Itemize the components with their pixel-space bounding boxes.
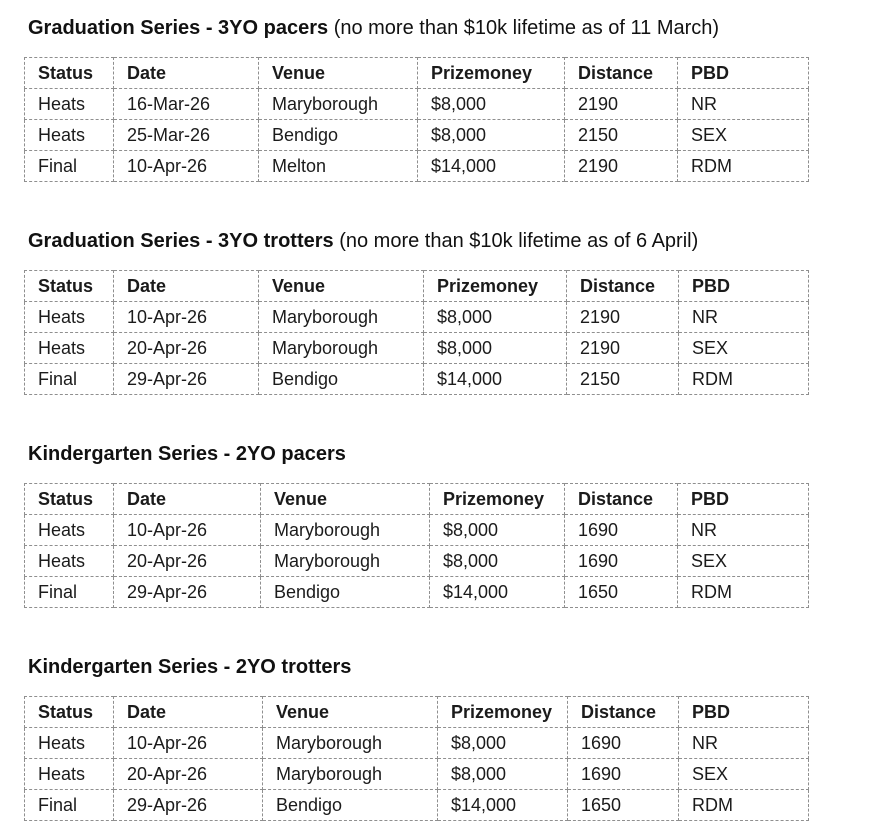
table-header-row [25, 484, 809, 515]
section-title-note: (no more than $10k lifetime as of 11 March) [333, 17, 720, 39]
column-header-pbd: PBD [678, 58, 809, 89]
cell-prizemoney: $8,000 [418, 120, 565, 151]
series-table [24, 696, 809, 821]
table-row [25, 728, 809, 759]
cell-distance: 1690 [565, 515, 678, 546]
cell-distance: 1650 [565, 577, 678, 608]
section-title [28, 441, 874, 467]
cell-venue: Maryborough [259, 302, 424, 333]
section-title [28, 15, 874, 41]
table-row [25, 577, 809, 608]
section-title [28, 654, 874, 680]
cell-prizemoney: $8,000 [418, 89, 565, 120]
column-header-status: Status [25, 697, 114, 728]
column-header-prizemoney: Prizemoney [438, 697, 568, 728]
cell-pbd: SEX [678, 120, 809, 151]
cell-distance: 1690 [565, 546, 678, 577]
cell-date: 10-Apr-26 [114, 515, 261, 546]
cell-prizemoney: $14,000 [424, 364, 567, 395]
column-header-distance: Distance [565, 484, 678, 515]
cell-pbd: SEX [678, 546, 809, 577]
cell-prizemoney: $8,000 [430, 515, 565, 546]
cell-prizemoney: $14,000 [418, 151, 565, 182]
column-header-venue: Venue [259, 58, 418, 89]
section-title-name: Graduation Series - 3YO pacers [28, 17, 329, 39]
column-header-pbd: PBD [679, 271, 809, 302]
cell-venue: Maryborough [259, 333, 424, 364]
cell-venue: Bendigo [259, 120, 418, 151]
section-title [28, 228, 874, 254]
cell-pbd: RDM [678, 577, 809, 608]
section-kindergarten-2yo-trotters [24, 654, 874, 821]
table-row [25, 759, 809, 790]
cell-status: Heats [25, 302, 114, 333]
cell-date: 29-Apr-26 [114, 364, 259, 395]
cell-date: 10-Apr-26 [114, 302, 259, 333]
cell-status: Heats [25, 515, 114, 546]
section-title-note: (no more than $10k lifetime as of 6 April) [339, 230, 699, 252]
table-row [25, 515, 809, 546]
cell-status: Heats [25, 728, 114, 759]
table-row [25, 89, 809, 120]
column-header-date: Date [114, 697, 263, 728]
cell-venue: Bendigo [259, 364, 424, 395]
cell-venue: Bendigo [263, 790, 438, 821]
table-row [25, 546, 809, 577]
cell-pbd: NR [678, 515, 809, 546]
cell-distance: 1690 [568, 728, 679, 759]
section-title-name: Graduation Series - 3YO trotters [28, 230, 334, 252]
cell-distance: 2150 [567, 364, 679, 395]
series-table [24, 270, 809, 395]
column-header-status: Status [25, 58, 114, 89]
series-table [24, 483, 809, 608]
cell-date: 29-Apr-26 [114, 577, 261, 608]
table-header-row [25, 58, 809, 89]
table-header-row [25, 697, 809, 728]
table-row [25, 302, 809, 333]
cell-pbd: RDM [679, 364, 809, 395]
cell-venue: Maryborough [263, 728, 438, 759]
section-graduation-3yo-trotters [24, 228, 874, 395]
section-graduation-3yo-pacers [24, 15, 874, 182]
cell-pbd: RDM [679, 790, 809, 821]
cell-status: Final [25, 364, 114, 395]
cell-date: 20-Apr-26 [114, 759, 263, 790]
cell-venue: Bendigo [261, 577, 430, 608]
column-header-prizemoney: Prizemoney [418, 58, 565, 89]
column-header-pbd: PBD [678, 484, 809, 515]
table-row [25, 364, 809, 395]
section-title-name: Kindergarten Series - 2YO trotters [28, 656, 352, 678]
column-header-venue: Venue [261, 484, 430, 515]
section-kindergarten-2yo-pacers [24, 441, 874, 608]
cell-distance: 1690 [568, 759, 679, 790]
cell-status: Heats [25, 333, 114, 364]
cell-status: Final [25, 577, 114, 608]
cell-status: Heats [25, 546, 114, 577]
column-header-date: Date [114, 484, 261, 515]
column-header-status: Status [25, 484, 114, 515]
cell-prizemoney: $8,000 [438, 759, 568, 790]
cell-prizemoney: $8,000 [430, 546, 565, 577]
column-header-distance: Distance [565, 58, 678, 89]
cell-date: 10-Apr-26 [114, 728, 263, 759]
cell-venue: Maryborough [261, 546, 430, 577]
cell-status: Heats [25, 120, 114, 151]
cell-prizemoney: $8,000 [424, 333, 567, 364]
series-table [24, 57, 809, 182]
cell-prizemoney: $8,000 [438, 728, 568, 759]
table-row [25, 333, 809, 364]
column-header-status: Status [25, 271, 114, 302]
cell-pbd: NR [678, 89, 809, 120]
column-header-distance: Distance [567, 271, 679, 302]
cell-distance: 2190 [567, 302, 679, 333]
cell-status: Final [25, 790, 114, 821]
section-title-name: Kindergarten Series - 2YO pacers [28, 443, 346, 465]
cell-prizemoney: $14,000 [430, 577, 565, 608]
cell-venue: Melton [259, 151, 418, 182]
column-header-date: Date [114, 271, 259, 302]
cell-distance: 2190 [565, 151, 678, 182]
cell-date: 10-Apr-26 [114, 151, 259, 182]
cell-distance: 1650 [568, 790, 679, 821]
cell-date: 20-Apr-26 [114, 333, 259, 364]
cell-pbd: SEX [679, 759, 809, 790]
column-header-venue: Venue [263, 697, 438, 728]
cell-venue: Maryborough [259, 89, 418, 120]
cell-pbd: SEX [679, 333, 809, 364]
column-header-prizemoney: Prizemoney [430, 484, 565, 515]
cell-venue: Maryborough [261, 515, 430, 546]
column-header-date: Date [114, 58, 259, 89]
cell-venue: Maryborough [263, 759, 438, 790]
table-row [25, 120, 809, 151]
column-header-venue: Venue [259, 271, 424, 302]
column-header-distance: Distance [568, 697, 679, 728]
cell-pbd: NR [679, 728, 809, 759]
cell-date: 20-Apr-26 [114, 546, 261, 577]
column-header-pbd: PBD [679, 697, 809, 728]
cell-distance: 2190 [565, 89, 678, 120]
table-row [25, 151, 809, 182]
cell-distance: 2190 [567, 333, 679, 364]
cell-prizemoney: $14,000 [438, 790, 568, 821]
table-header-row [25, 271, 809, 302]
cell-pbd: RDM [678, 151, 809, 182]
cell-prizemoney: $8,000 [424, 302, 567, 333]
cell-distance: 2150 [565, 120, 678, 151]
cell-status: Heats [25, 759, 114, 790]
cell-status: Final [25, 151, 114, 182]
cell-date: 29-Apr-26 [114, 790, 263, 821]
cell-status: Heats [25, 89, 114, 120]
table-row [25, 790, 809, 821]
column-header-prizemoney: Prizemoney [424, 271, 567, 302]
cell-pbd: NR [679, 302, 809, 333]
cell-date: 16-Mar-26 [114, 89, 259, 120]
cell-date: 25-Mar-26 [114, 120, 259, 151]
